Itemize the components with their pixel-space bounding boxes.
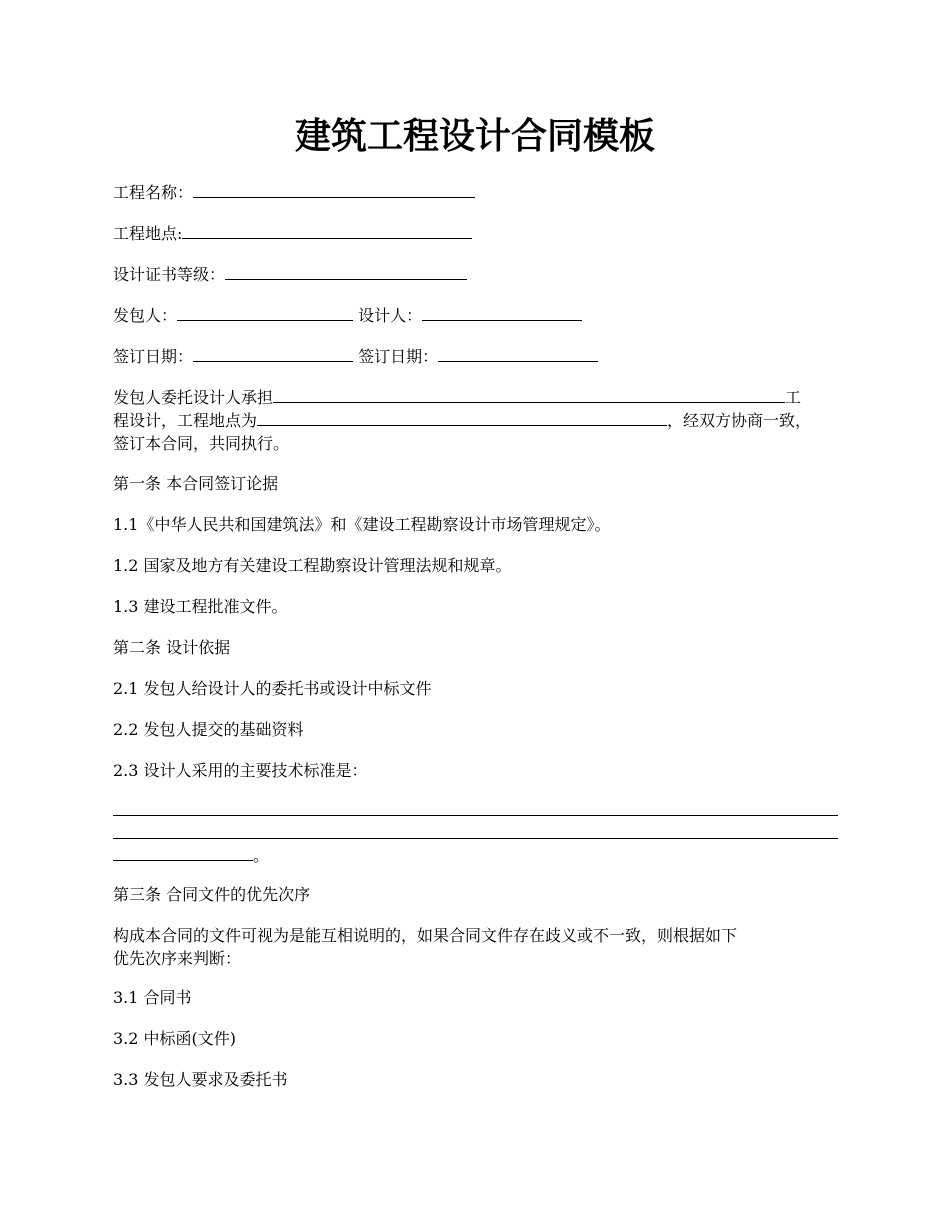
intro-project-blank[interactable] (273, 388, 785, 403)
article2-heading: 第二条 设计依据 (113, 638, 231, 657)
certificate-level-label: 设计证书等级： (113, 265, 226, 284)
article3-heading: 第三条 合同文件的优先次序 (113, 885, 311, 904)
intro-location-blank[interactable] (257, 411, 667, 426)
sign-date-1-label: 签订日期： (113, 347, 194, 366)
project-location-field (113, 223, 472, 245)
sign-date-2-label: 签订日期： (358, 347, 439, 366)
intro-line-3: 签订本合同，共同执行。 (113, 434, 290, 453)
article2-item-2: 2.2 发包人提交的基础资料 (113, 720, 304, 739)
sign-date-field (113, 346, 598, 368)
sign-date-2-blank[interactable] (438, 347, 598, 362)
client-blank[interactable] (177, 306, 353, 321)
parties-field (113, 305, 582, 327)
standards-blank-line-1[interactable] (113, 815, 838, 816)
project-location-blank[interactable] (182, 224, 472, 239)
project-name-label: 工程名称： (113, 183, 194, 202)
client-label: 发包人： (113, 306, 178, 325)
document-title: 建筑工程设计合同模板 (294, 115, 655, 157)
article2-item-3: 2.3 设计人采用的主要技术标准是： (113, 761, 368, 780)
standards-period: 。 (253, 846, 270, 865)
standards-blank-end[interactable] (113, 846, 253, 861)
article1-item-3: 1.3 建设工程批准文件。 (113, 597, 288, 616)
intro-line-1 (113, 387, 801, 409)
designer-label: 设计人： (358, 306, 423, 325)
article2-item-1: 2.1 发包人给设计人的委托书或设计中标文件 (113, 679, 432, 698)
intro-part4: ，经双方协商一致， (667, 411, 812, 430)
intro-part3: 程设计，工程地点为 (113, 411, 258, 430)
article3-item-2: 3.2 中标函(文件) (113, 1029, 237, 1048)
intro-part1: 发包人委托设计人承担 (113, 388, 274, 407)
article1-item-2: 1.2 国家及地方有关建设工程勘察设计管理法规和规章。 (113, 556, 512, 575)
sign-date-1-blank[interactable] (193, 347, 353, 362)
certificate-level-blank[interactable] (225, 265, 467, 280)
standards-blank-line-3 (113, 845, 269, 867)
article3-para-line-1: 构成本合同的文件可视为是能互相说明的，如果合同文件存在歧义或不一致，则根据如下 (113, 926, 738, 945)
article1-heading: 第一条 本合同签订论据 (113, 474, 279, 493)
certificate-level-field (113, 264, 467, 286)
intro-line-2 (113, 410, 811, 432)
article1-item-1: 1.1《中华人民共和国建筑法》和《建设工程勘察设计市场管理规定》。 (113, 515, 611, 534)
article3-item-1: 3.1 合同书 (113, 988, 192, 1007)
standards-blank-line-2[interactable] (113, 838, 838, 839)
article3-item-3: 3.3 发包人要求及委托书 (113, 1070, 288, 1089)
project-location-label: 工程地点: (113, 224, 183, 243)
intro-part2: 工 (785, 388, 802, 407)
project-name-field (113, 182, 475, 204)
designer-blank[interactable] (422, 306, 582, 321)
article3-para-line-2: 优先次序来判断： (113, 949, 242, 968)
project-name-blank[interactable] (193, 183, 475, 198)
